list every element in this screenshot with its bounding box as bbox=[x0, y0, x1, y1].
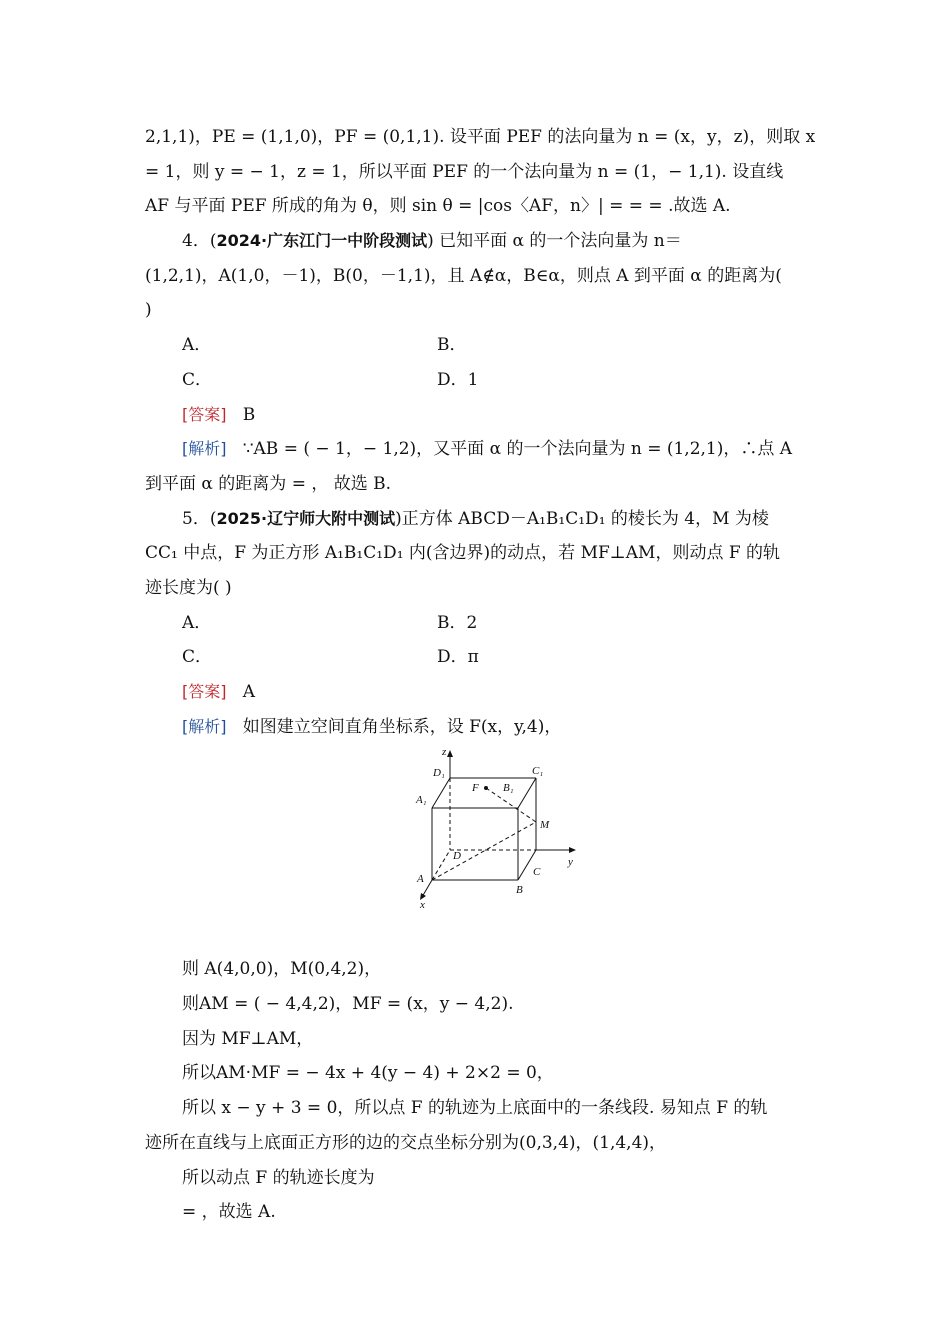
answer-line: [答案] B bbox=[182, 404, 256, 425]
question-source: 2024·广东江门一中阶段测试 bbox=[216, 231, 428, 251]
label-C1: C₁ bbox=[532, 765, 544, 777]
document-body bbox=[145, 120, 816, 1230]
label-C: C bbox=[533, 866, 541, 878]
axis-label-x: x bbox=[420, 899, 425, 910]
text-line: = 1，则 y = − 1，z = 1，所以平面 PEF 的一个法向量为 n = (1，− 1,1). 设直线 bbox=[145, 161, 784, 182]
option-b: B．2 bbox=[437, 612, 478, 633]
answer-tag: [答案] bbox=[182, 682, 227, 701]
text-line: 2,1,1)，PE = (1,1,0)，PF = (0,1,1). 设平面 PEF 的法向量为 n = (x，y，z)，则取 x bbox=[145, 127, 816, 147]
analysis-line: [解析] 如图建立空间直角坐标系，设 F(x，y,4)， bbox=[182, 716, 562, 737]
cube-diagram bbox=[410, 745, 585, 910]
answer-line: [答案] A bbox=[182, 682, 255, 702]
label-D1: D₁ bbox=[433, 767, 445, 779]
label-A: A bbox=[417, 873, 424, 885]
text-line: CC₁ 中点，F 为正方形 A₁B₁C₁D₁ 内(含边界)的动点，若 MF⊥AM，则动点 F 的轨 bbox=[145, 543, 781, 564]
option-c: C． bbox=[182, 369, 213, 390]
text-line: 则 A(4,0,0)，M(0,4,2)， bbox=[182, 959, 382, 980]
answer-tag: [答案] bbox=[182, 404, 227, 424]
analysis-tag: [解析] bbox=[182, 716, 227, 736]
question-4: 4．(2024·广东江门一中阶段测试) 已知平面 α 的一个法向量为 n＝ bbox=[182, 231, 682, 252]
label-F: F bbox=[472, 782, 479, 794]
options-row bbox=[145, 606, 807, 641]
label-M: M bbox=[540, 819, 550, 831]
text-line: 所以 x − y + 3 = 0，所以点 F 的轨迹为上底面中的一条线段. 易知点 F 的轨 bbox=[182, 1098, 768, 1119]
question-source: 2025·辽宁师大附中测试 bbox=[216, 508, 396, 528]
text-line: ) bbox=[145, 300, 152, 321]
analysis-line: [解析] ∵AB = ( − 1，− 1,2)，又平面 α 的一个法向量为 n = (1,2,1)，∴点 A bbox=[182, 439, 793, 460]
option-d: D．π bbox=[437, 647, 479, 668]
text-line: 迹所在直线与上底面正方形的边的交点坐标分别为(0,3,4)，(1,4,4)， bbox=[145, 1132, 667, 1153]
text-line: (1,2,1)，A(1,0，－1)，B(0，－1,1)，且 A∉α，B∈α，则点 A 到平面 α 的距离为( bbox=[145, 265, 782, 286]
options-row bbox=[145, 640, 807, 675]
analysis-tag: [解析] bbox=[182, 439, 227, 459]
axis-label-y: y bbox=[568, 856, 573, 868]
text-line: 因为 MF⊥AM， bbox=[182, 1028, 314, 1049]
option-b: B． bbox=[437, 335, 467, 356]
label-B1: B₁ bbox=[503, 782, 514, 794]
options-row bbox=[145, 328, 807, 363]
axis-label-z: z bbox=[442, 746, 447, 758]
cube-figure bbox=[410, 745, 585, 910]
text-line: 到平面 α 的距离为 = ， 故选 B. bbox=[145, 473, 392, 494]
option-c: C． bbox=[182, 647, 213, 668]
label-D: D bbox=[453, 850, 461, 862]
text-line: 所以动点 F 的轨迹长度为 bbox=[182, 1167, 375, 1188]
text-line: = ，故选 A. bbox=[182, 1202, 276, 1223]
label-A1: A₁ bbox=[416, 794, 427, 806]
question-5: 5．(2025·辽宁师大附中测试)正方体 ABCD－A₁B₁C₁D₁ 的棱长为 4，M 为棱 bbox=[182, 508, 769, 529]
text-line: 则AM = ( − 4,4,2)，MF = (x，y − 4,2). bbox=[182, 994, 514, 1015]
option-d: D．1 bbox=[437, 369, 479, 390]
text-line: 所以AM·MF = − 4x + 4(y − 4) + 2×2 = 0， bbox=[182, 1063, 554, 1084]
text-line: 迹长度为( ) bbox=[145, 577, 232, 598]
option-a: A． bbox=[182, 612, 212, 633]
option-a: A． bbox=[182, 335, 212, 356]
options-row bbox=[145, 363, 807, 398]
label-B: B bbox=[516, 884, 523, 896]
text-line: AF 与平面 PEF 所成的角为 θ，则 sin θ = |cos〈AF，n〉| = = = .故选 A. bbox=[145, 196, 731, 217]
